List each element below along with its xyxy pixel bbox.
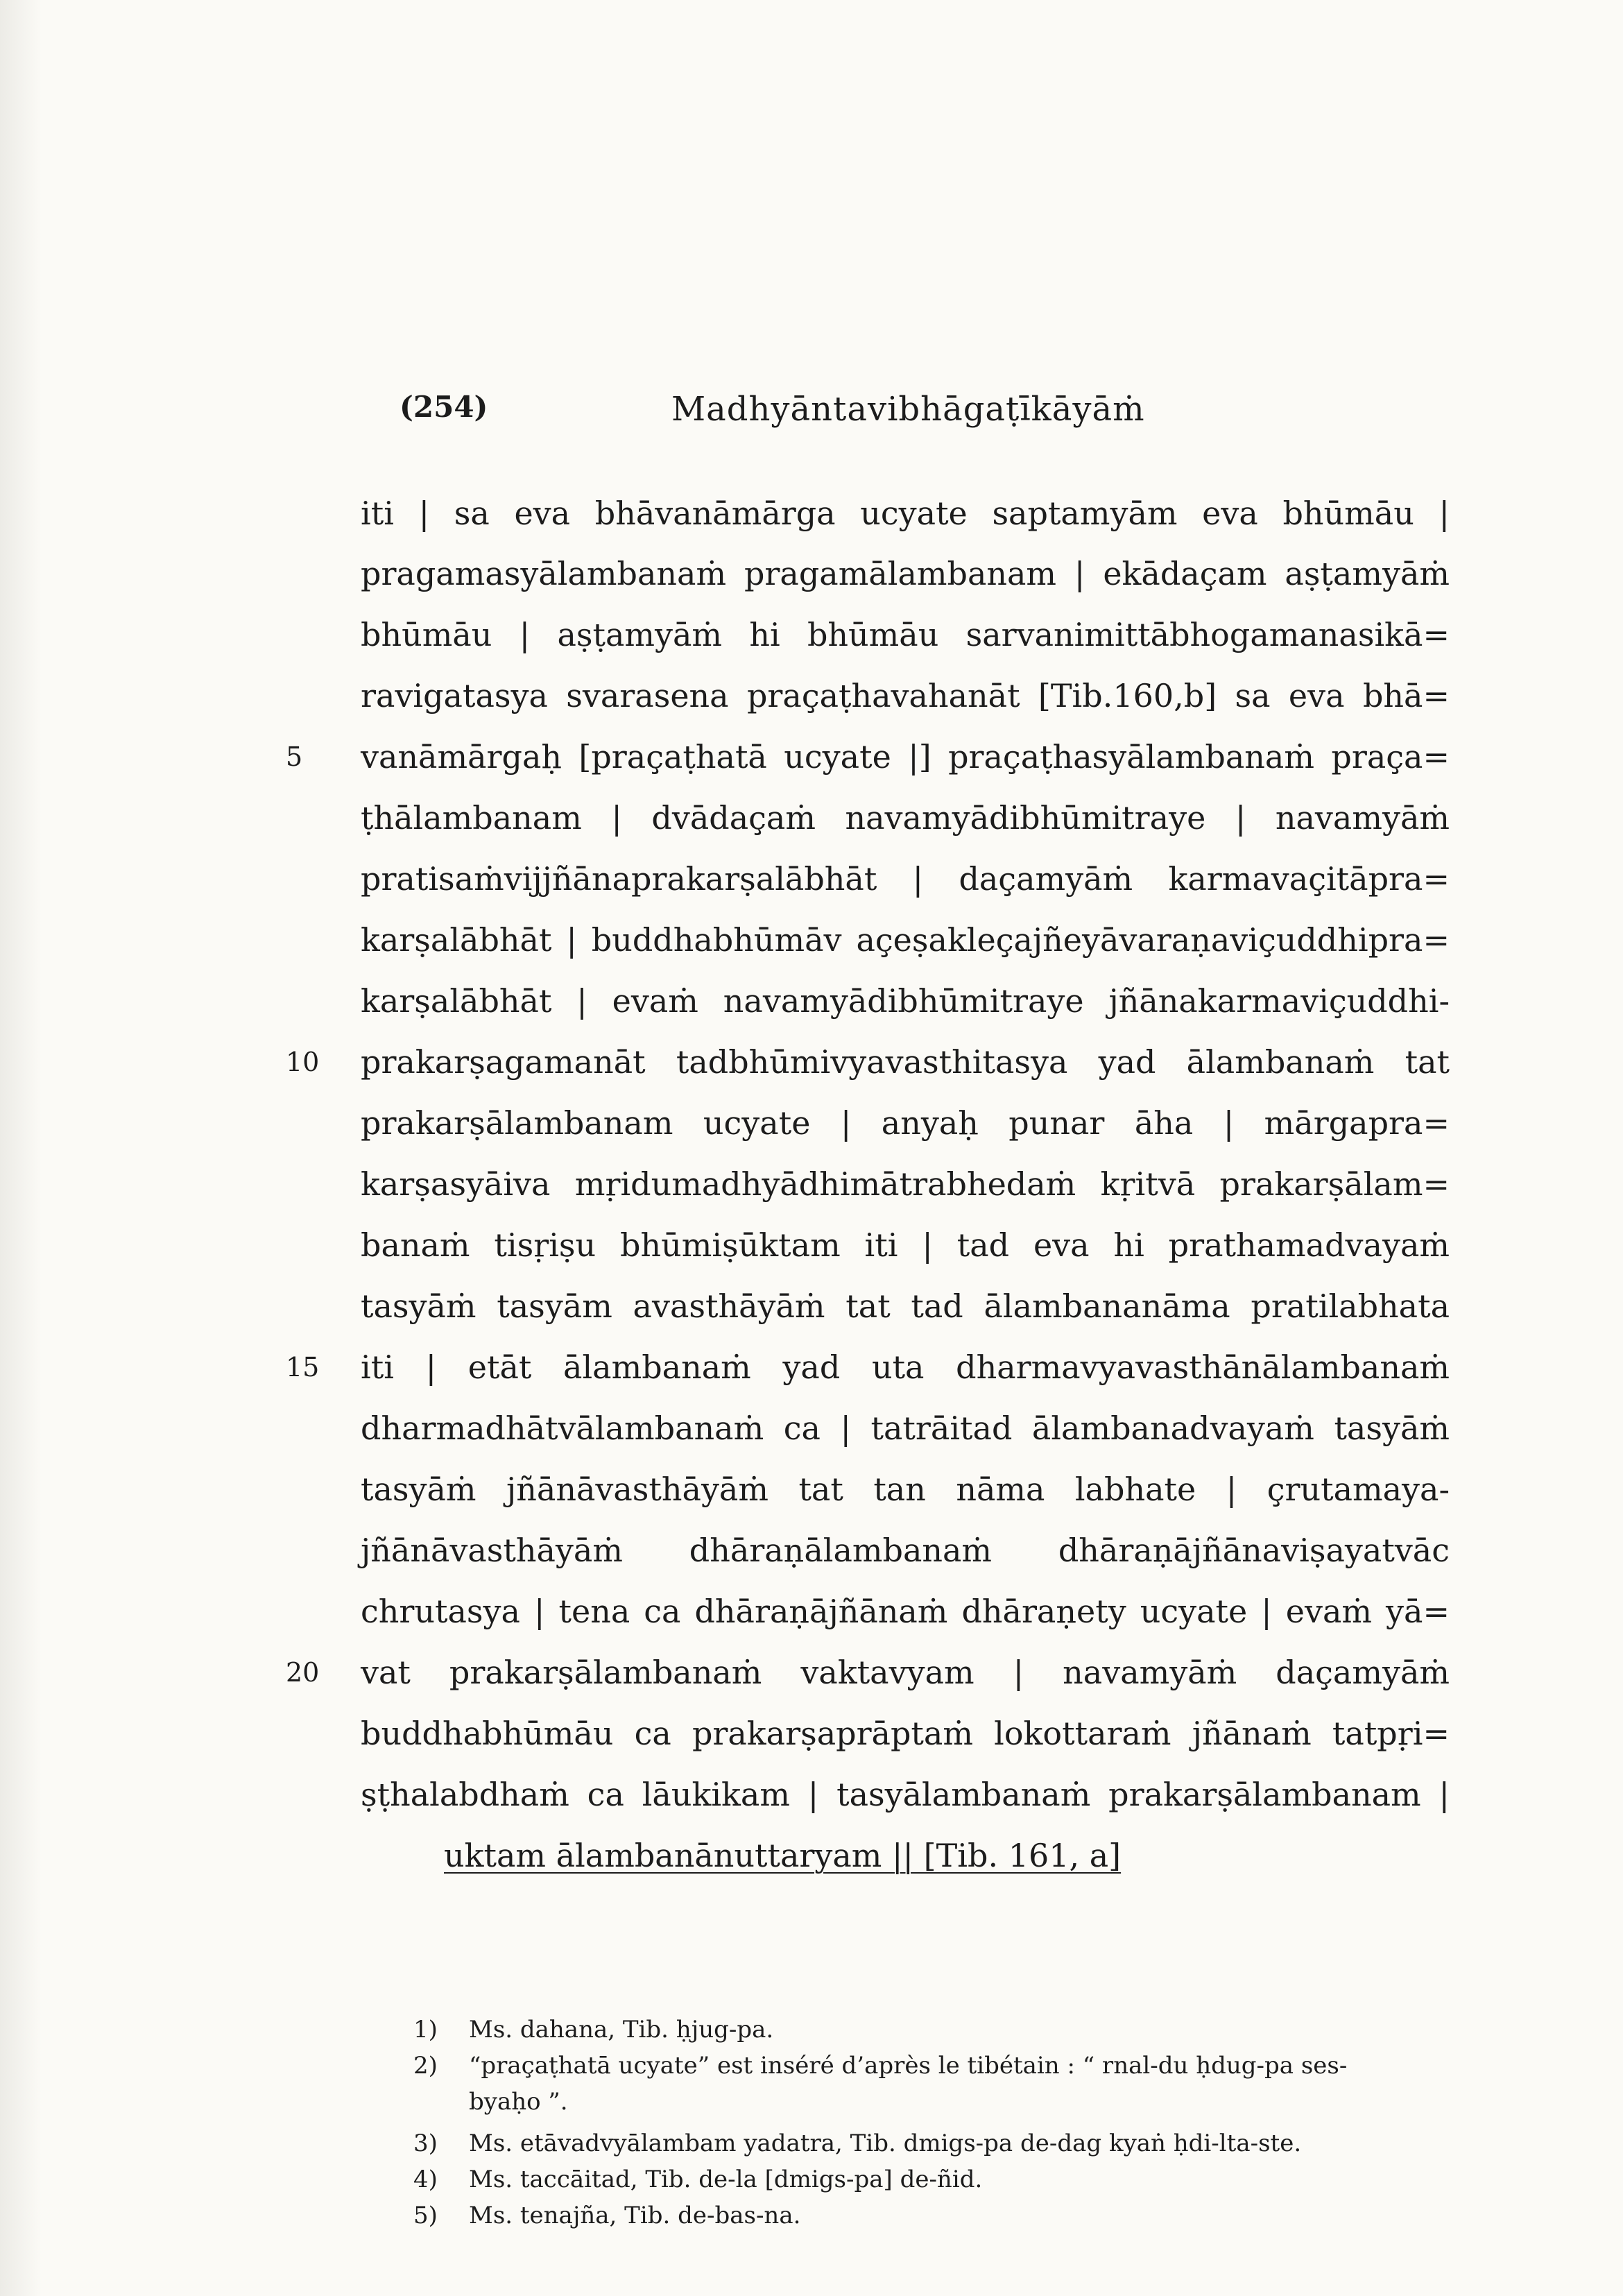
text-line: prakarṣālambanam ucyate | anyaḥ punar āha | mārgapra= [361,1104,1450,1142]
footnote-text: Ms. taccāitad, Tib. de-la [dmigs-pa] de-ñid. [469,2166,983,2193]
text-line: pragamasyālambanaṁ pragamālambanam | ekādaçam aṣṭamyāṁ [361,555,1450,592]
footnote-number: 1) [413,2016,438,2044]
footnote-text: Ms. tenajña, Tib. de-bas-na. [469,2202,801,2229]
footnote-number: 3) [413,2130,438,2157]
footnote [413,2198,1454,2234]
text-line: ravigatasya svarasena praçaṭhavahanāt [Tib.160,b] sa eva bhā= [361,677,1450,714]
text-line: karṣalābhāt | buddhabhūmāv açeṣakleçajñeyāvaraṇaviçuddhipra= [361,921,1450,959]
text-line: chrutasya | tena ca dhāraṇājñānaṁ dhāraṇety ucyate | evaṁ yā= [361,1593,1450,1630]
text-line: tasyāṁ jñānāvasthāyāṁ tat tan nāma labhate | çrutamaya- [361,1471,1450,1508]
line-number: 10 [286,1047,320,1077]
text-line: karṣasyāiva mṛidumadhyādhimātrabhedaṁ kṛitvā prakarṣālam= [361,1165,1450,1203]
running-title: Madhyāntavibhāgaṭīkāyāṁ [671,390,1145,429]
text-line: vanāmārgaḥ [praçaṭhatā ucyate |] praçaṭhasyālambanaṁ praça= [361,738,1450,776]
footnote [413,2125,1454,2161]
footnote [413,2012,1454,2048]
text-line: karṣalābhāt | evaṁ navamyādibhūmitraye jñānakarmaviçuddhi- [361,982,1450,1020]
line-number: 5 [286,742,303,772]
page-header [0,390,1623,438]
text-line: tasyāṁ tasyām avasthāyāṁ tat tad ālambananāma pratilabhata [361,1287,1450,1325]
text-line: vat prakarṣālambanaṁ vaktavyam | navamyāṁ daçamyāṁ [361,1654,1450,1691]
footnote-text: Ms. dahana, Tib. ḥjug-pa. [469,2016,774,2044]
text-line: banaṁ tisṛiṣu bhūmiṣūktam iti | tad eva hi prathamadvayaṁ [361,1226,1450,1264]
footnote-number: 4) [413,2166,438,2193]
page-number: (254) [400,390,488,424]
text-line: iti | sa eva bhāvanāmārga ucyate saptamyām eva bhūmāu | [361,495,1450,532]
text-line: jñānāvasthāyāṁ dhāraṇālambanaṁ dhāraṇājñānaviṣayatvāc [361,1532,1450,1569]
footnote-continuation: byaḥo ”. [469,2088,568,2116]
text-line: dharmadhātvālambanaṁ ca | tatrāitad ālambanadvayaṁ tasyāṁ [361,1410,1450,1447]
page-edge-shadow [0,0,42,2296]
text-line-final: uktam ālambanānuttaryam || [Tib. 161, a] [444,1837,1122,1874]
footnote [413,2161,1454,2198]
footnote-number: 2) [413,2052,438,2080]
text-line: bhūmāu | aṣṭamyāṁ hi bhūmāu sarvanimittābhogamanasikā= [361,616,1450,653]
line-number: 15 [286,1352,320,1382]
footnote-text: “praçaṭhatā ucyate” est inséré d’après le tibétain : “ rnal-du ḥdug-pa ses- [469,2052,1348,2080]
footnote [413,2048,1454,2116]
text-line: ṣṭhalabdhaṁ ca lāukikam | tasyālambanaṁ prakarṣālambanam | [361,1776,1450,1813]
line-number: 20 [286,1657,320,1688]
text-line: ṭhālambanam | dvādaçaṁ navamyādibhūmitraye | navamyāṁ [361,799,1450,837]
footnote-number: 5) [413,2202,438,2229]
text-line: buddhabhūmāu ca prakarṣaprāptaṁ lokottaraṁ jñānaṁ tatpṛi= [361,1715,1450,1752]
text-line: iti | etāt ālambanaṁ yad uta dharmavyavasthānālambanaṁ [361,1348,1450,1386]
text-line: pratisaṁvijjñānaprakarṣalābhāt | daçamyāṁ karmavaçitāpra= [361,860,1450,898]
text-line: prakarṣagamanāt tadbhūmivyavasthitasya yad ālambanaṁ tat [361,1043,1450,1081]
footnote-text: Ms. etāvadvyālambam yadatra, Tib. dmigs-pa de-dag kyaṅ ḥdi-lta-ste. [469,2130,1302,2157]
